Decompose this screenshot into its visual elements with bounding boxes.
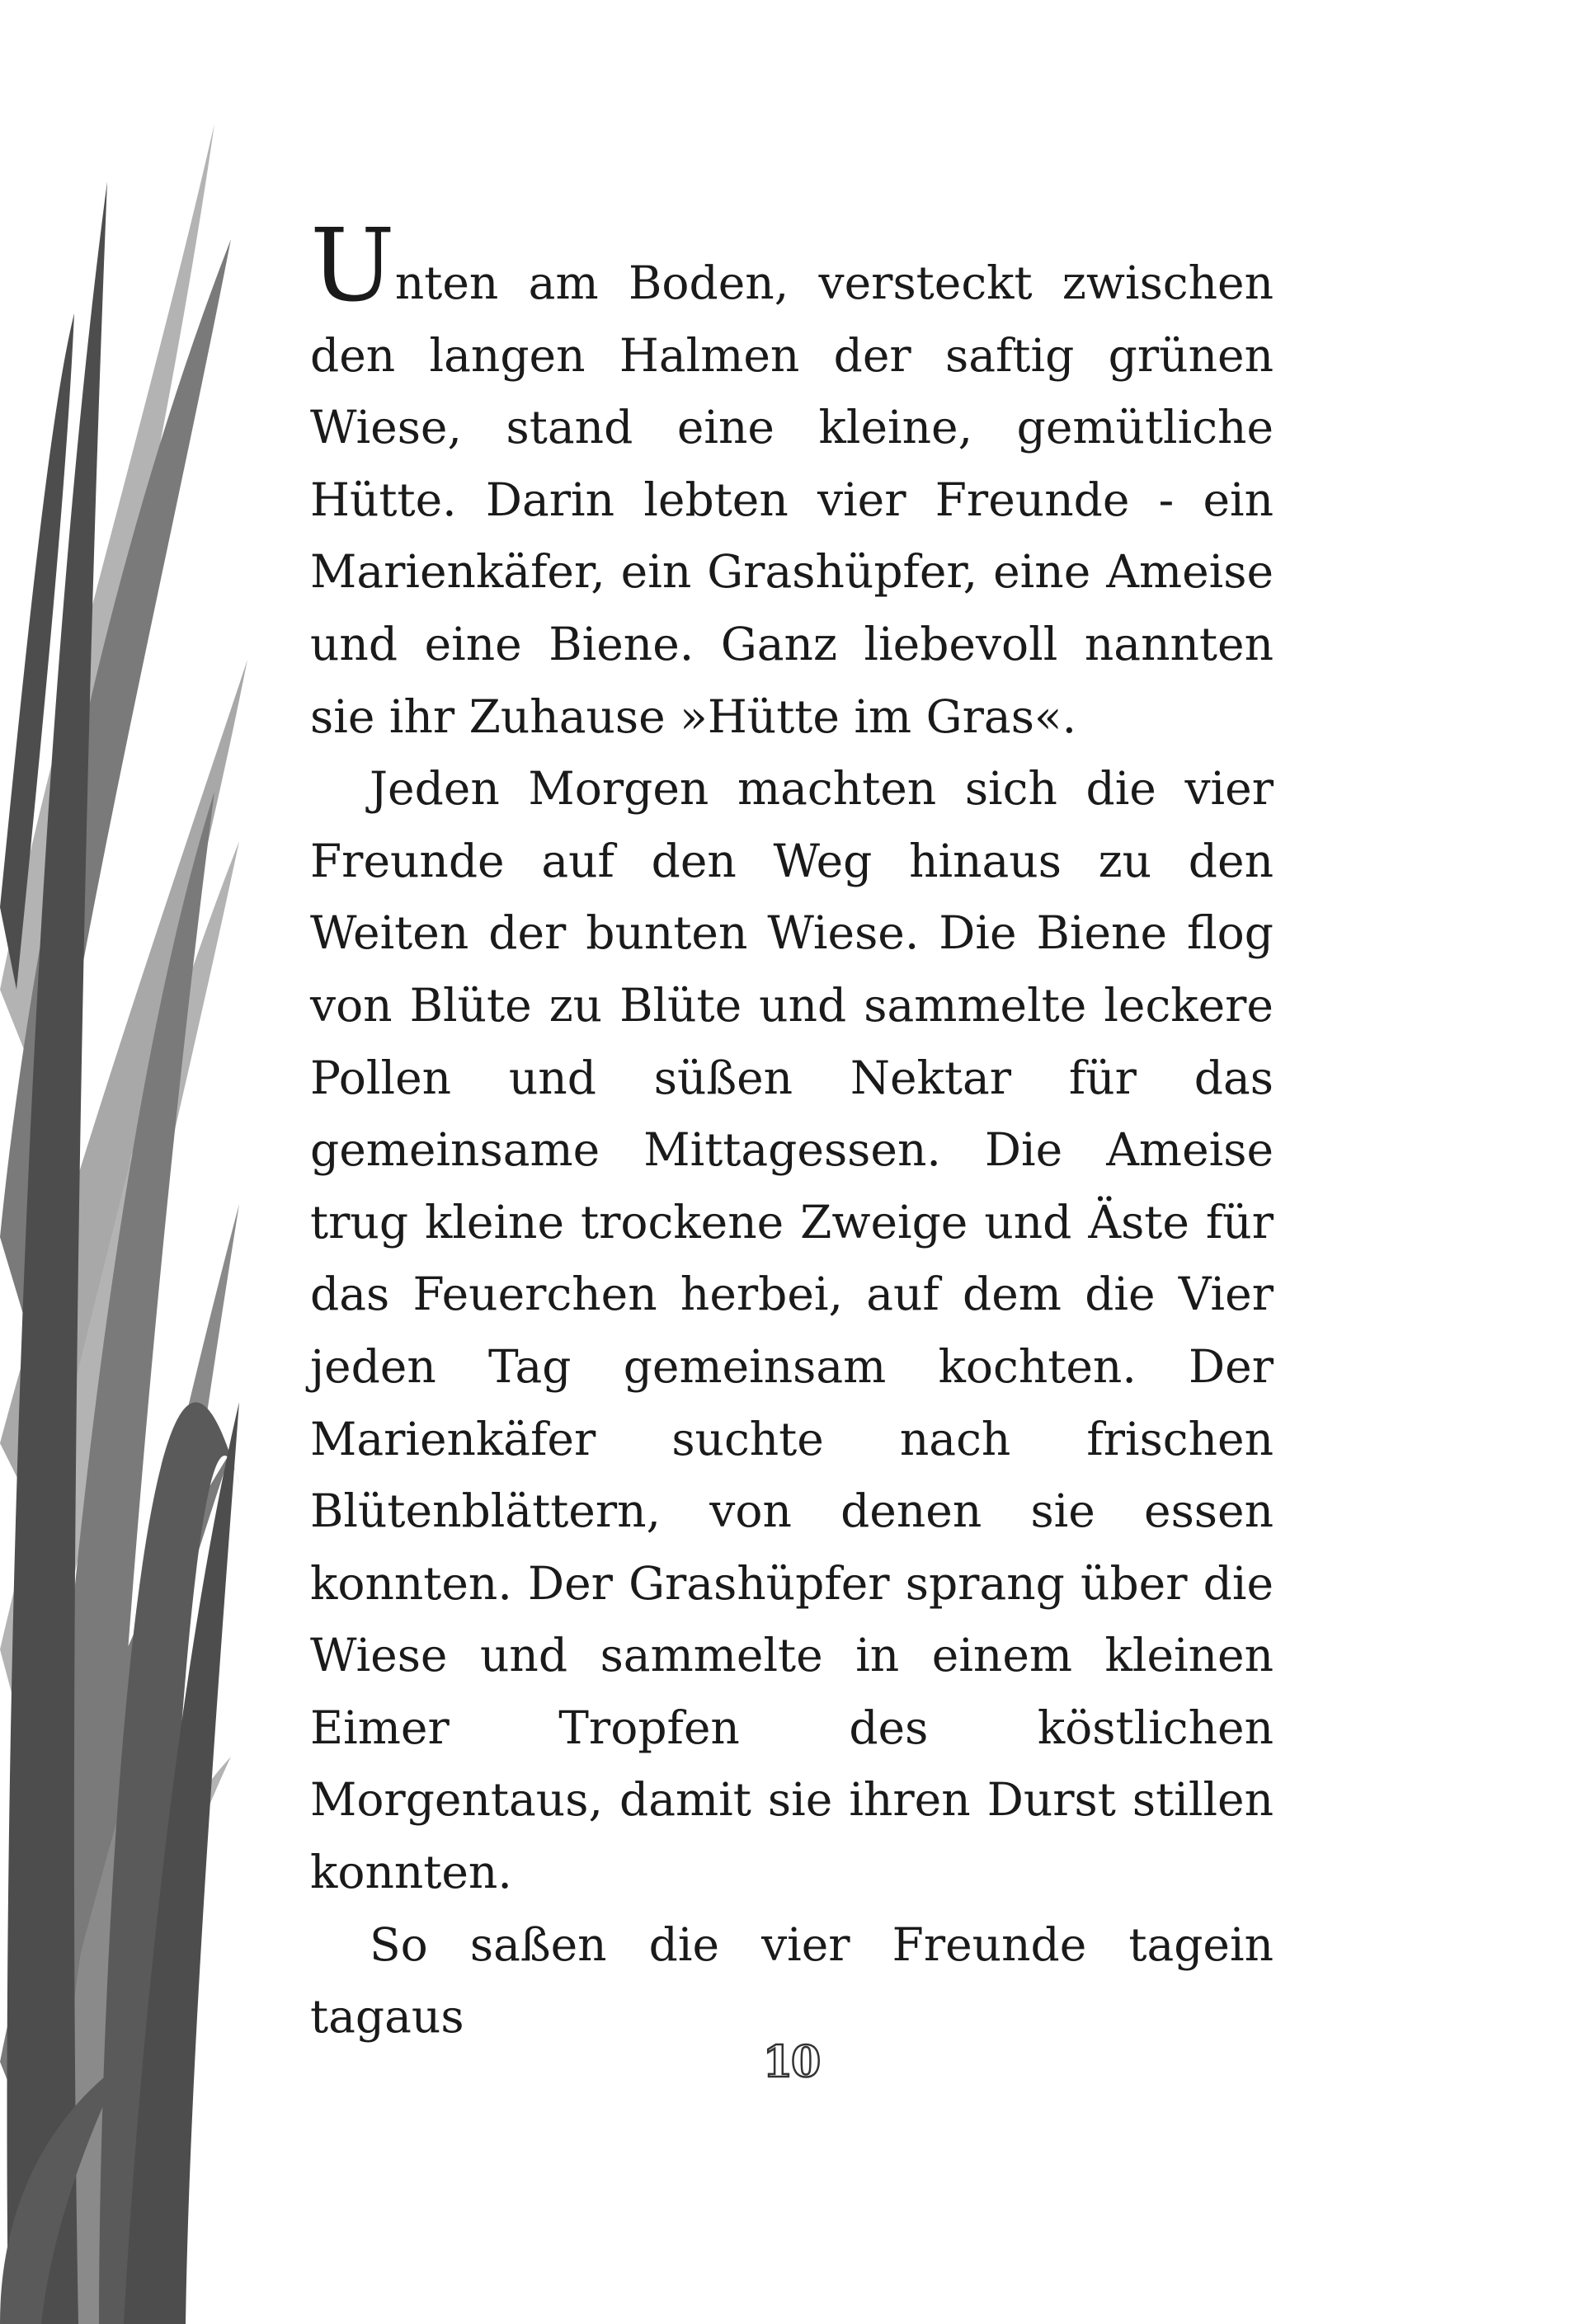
text-line: lebten vier Freunde - ein Marienkäfer, ein <box>310 473 1274 599</box>
text-line: Freunde auf den Weg hinaus zu den Weiten <box>310 834 1274 960</box>
text-line: Ganz liebevoll nannten sie ihr Zuhause <box>310 617 1274 743</box>
text-line: einem kleinen Eimer Tropfen des <box>310 1629 1274 1754</box>
text-line: sprang über die Wiese und sammelte in <box>310 1556 1274 1682</box>
text-line: stand eine kleine, gemütliche Hütte. Darin <box>310 401 1274 526</box>
text-line: suchte nach frischen Blütenblättern, von <box>310 1412 1274 1538</box>
grass-blades-decoration <box>0 0 264 2324</box>
text-line: trockene Zweige und Äste für das <box>310 1195 1274 1321</box>
text-line: Mittagessen. Die Ameise trug kleine <box>310 1123 1274 1249</box>
text-line: Jeden Morgen machten sich die vier <box>370 762 1274 816</box>
text-line: Grashüpfer, eine Ameise und eine Biene. <box>310 545 1274 670</box>
text-line: Durst stillen konnten. <box>310 1773 1274 1899</box>
text-line: So saßen die vier Freunde tagein tagaus <box>310 1917 1274 2044</box>
text-line: der bunten Wiese. Die Biene flog von Blüte <box>310 906 1274 1032</box>
text-line: langen Halmen der saftig grünen Wiese, <box>310 328 1274 454</box>
text-line: Tag gemeinsam kochten. Der Marienkäfer <box>310 1339 1274 1465</box>
drop-cap: U <box>310 207 395 324</box>
text-line: denen sie essen konnten. Der Grashüpfer <box>310 1484 1274 1610</box>
page-number: 10 <box>762 2037 820 2087</box>
text-line: köstlichen Morgentaus, damit sie ihren <box>310 1701 1274 1827</box>
text-line: Feuerchen herbei, auf dem die Vier jeden <box>310 1268 1274 1393</box>
story-text <box>310 207 1274 2053</box>
paragraph-3 <box>310 1909 1274 2053</box>
text-line: zu Blüte und sammelte leckere Pollen und <box>310 978 1274 1104</box>
paragraph-2 <box>310 753 1274 1909</box>
text-line: nten am Boden, versteckt zwischen den <box>310 256 1274 382</box>
paragraph-1 <box>310 207 1274 753</box>
text-line: süßen Nektar für das gemeinsame <box>310 1051 1274 1177</box>
text-line: »Hütte im Gras«. <box>680 689 1077 743</box>
